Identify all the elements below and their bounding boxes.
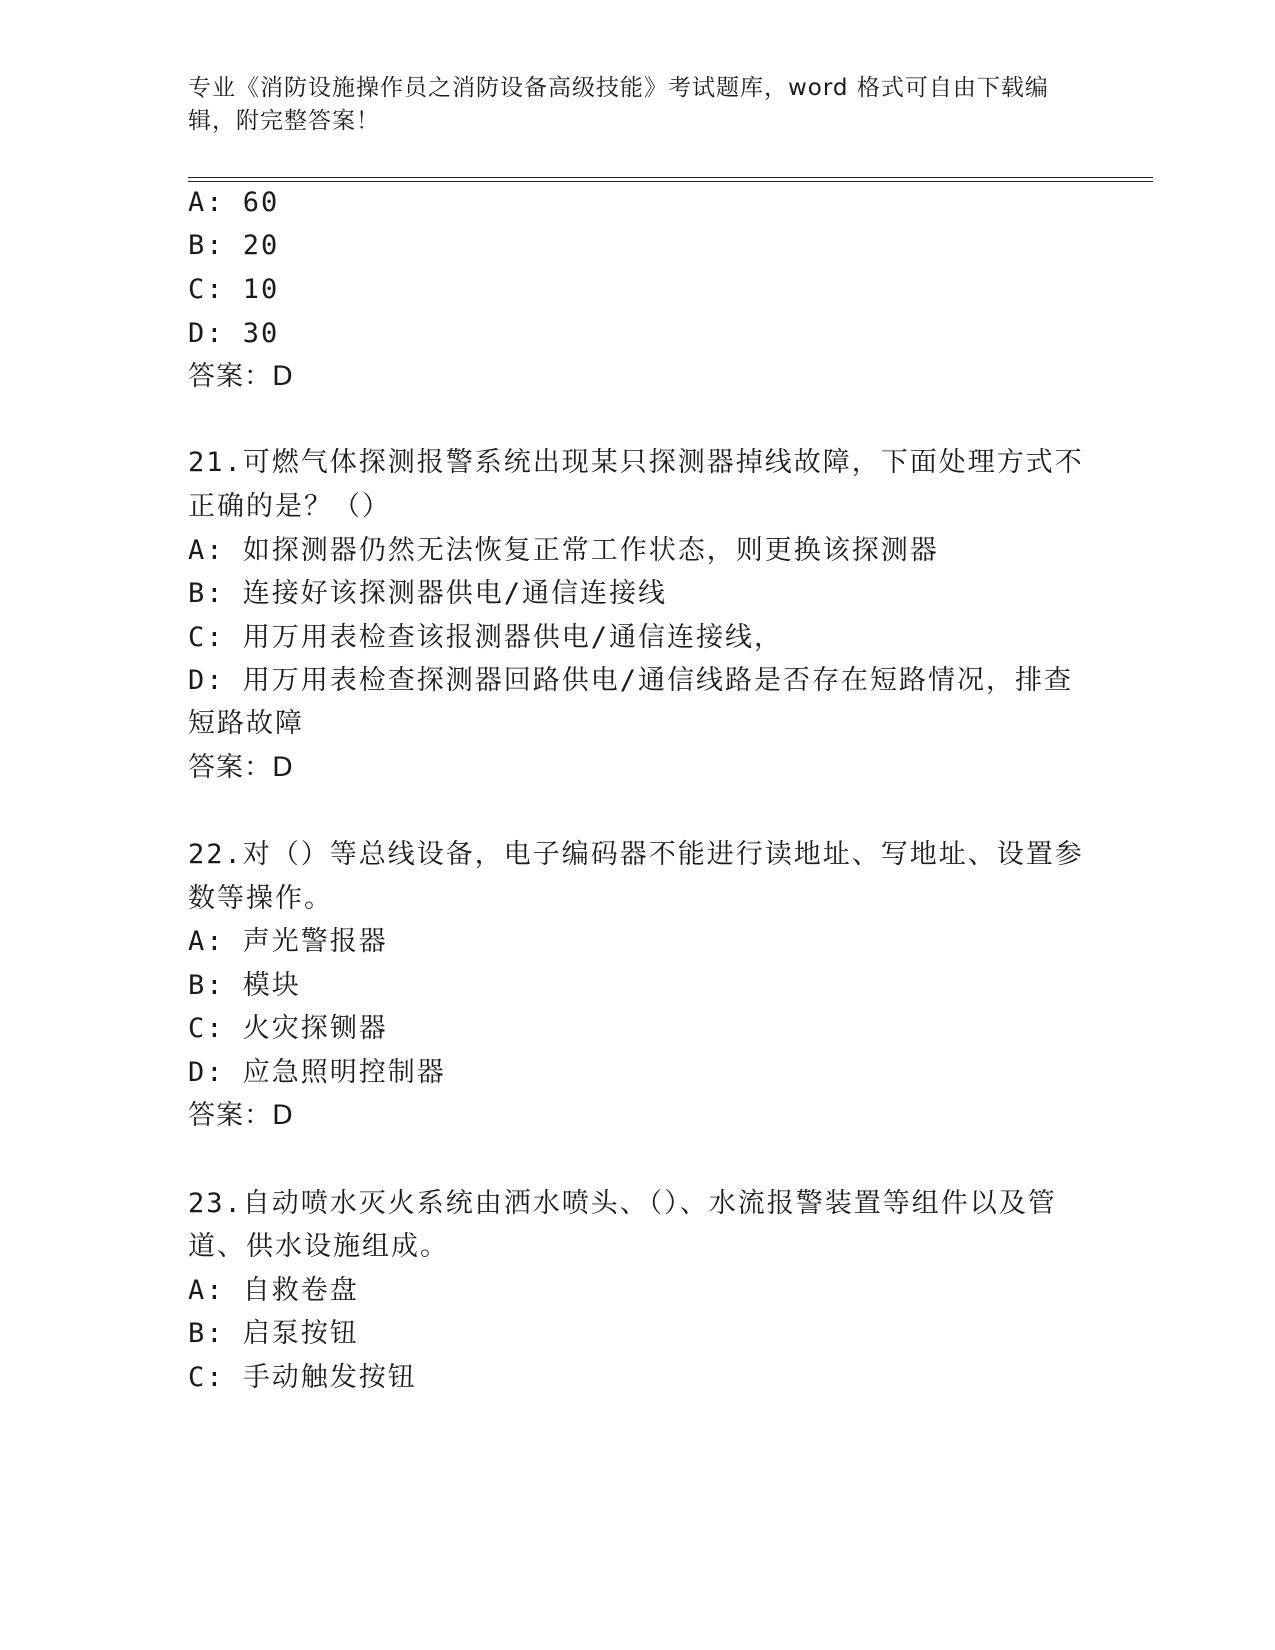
q20-option-d: D: 30: [188, 318, 280, 349]
q21-option-b: B: 连接好该探测器供电/通信连接线: [188, 578, 668, 609]
q21-question-line-1: 21.可燃气体探测报警系统出现某只探测器掉线故障，下面处理方式不: [188, 447, 1084, 478]
q20-option-c: C: 10: [188, 274, 280, 305]
q21-answer: 答案：D: [188, 752, 294, 783]
header-divider-top: [188, 177, 1153, 178]
q21-option-a: A: 如探测器仍然无法恢复正常工作状态，则更换该探测器: [188, 535, 939, 566]
document-header: 专业《消防设施操作员之消防设备高级技能》考试题库，word 格式可自由下载编辑，附完整答案！: [188, 75, 1049, 134]
q21-option-d-continued: 短路故障: [188, 708, 304, 739]
q23-option-a: A: 自救卷盘: [188, 1275, 359, 1306]
q23-question-line-2: 道、供水设施组成。: [188, 1231, 449, 1262]
q22-option-b: B: 模块: [188, 970, 301, 1001]
q22-option-a: A: 声光警报器: [188, 926, 388, 957]
q22-answer: 答案：D: [188, 1100, 294, 1131]
q23-option-c: C: 手动触发按钮: [188, 1362, 417, 1393]
q21-option-c: C: 用万用表检查该报测器供电/通信连接线，: [188, 622, 784, 653]
q23-option-b: B: 启泵按钮: [188, 1318, 359, 1349]
q20-option-a: A: 60: [188, 187, 280, 218]
q22-question-line-2: 数等操作。: [188, 883, 333, 914]
q22-option-d: D: 应急照明控制器: [188, 1057, 446, 1088]
q22-question-line-1: 22.对（）等总线设备，电子编码器不能进行读地址、写地址、设置参: [188, 839, 1084, 870]
q21-option-d: D: 用万用表检查探测器回路供电/通信线路是否存在短路情况，排查: [188, 665, 1074, 696]
q23-question-line-1: 23.自动喷水灭火系统由洒水喷头、（）、水流报警装置等组件以及管: [188, 1188, 1057, 1219]
q20-answer: 答案：D: [188, 361, 294, 392]
q20-option-b: B: 20: [188, 230, 280, 261]
header-divider-bottom: [188, 181, 1153, 182]
q21-question-line-2: 正确的是？（）: [188, 491, 391, 522]
q22-option-c: C: 火灾探铡器: [188, 1013, 388, 1044]
